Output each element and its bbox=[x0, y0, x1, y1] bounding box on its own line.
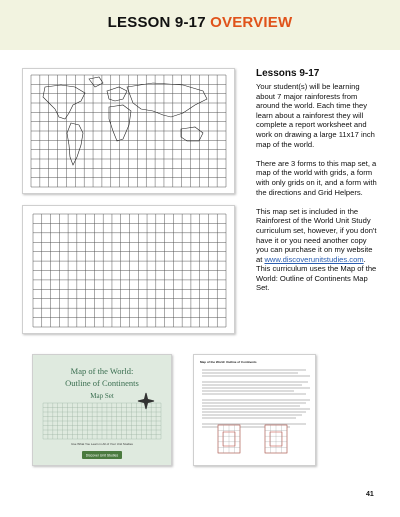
title-lesson: LESSON 9-17 bbox=[107, 14, 206, 31]
cover-title-line1: Map of the World: bbox=[70, 366, 134, 376]
cover-badge-label: Discover Unit Studies bbox=[85, 453, 119, 458]
directions-title: Map of the World: Outline of Continents bbox=[200, 360, 257, 364]
page-number: 41 bbox=[366, 491, 374, 498]
intro-paragraph-2: There are 3 forms to this map set, a map of the world with grids, a form with only grids on it, and a form with the directions and Grid Helpers. bbox=[256, 158, 377, 197]
world-map-grid-image bbox=[23, 69, 234, 193]
website-link[interactable]: www.discoverunitstudies.com bbox=[264, 254, 364, 264]
paragraph-3-text-b: . This curriculum uses the Map of the World: Outline of Continents Map Set. bbox=[256, 254, 377, 293]
cover-page-image bbox=[33, 355, 171, 465]
cover-page-thumbnail bbox=[32, 354, 172, 466]
page-title bbox=[0, 14, 400, 31]
cover-title-line3: Map Set bbox=[90, 392, 114, 400]
directions-page-image bbox=[194, 355, 315, 465]
grid-only-thumbnail bbox=[22, 205, 235, 334]
blank-grid-image bbox=[23, 206, 234, 333]
cover-subtitle: Use What You Learn in All of Your Unit Studies bbox=[71, 442, 133, 446]
paragraph-3-text-a: This map set is included in the Rainforest of the World Unit Study curriculum set, however, if you don't have it or you need another copy you can purchase it on my website at bbox=[256, 206, 377, 264]
section-heading: Lessons 9-17 bbox=[256, 68, 320, 79]
world-map-grid-thumbnail bbox=[22, 68, 235, 194]
intro-paragraph-3 bbox=[256, 207, 380, 293]
grid-helper-right bbox=[265, 425, 287, 453]
title-overview: OVERVIEW bbox=[210, 14, 293, 31]
intro-paragraph-1: Your student(s) will be learning about 7 major rainforests from around the world. Each time they learn about a rainforest they will complete a report worksheet and work on drawing a large 11x17 inch map of the world. bbox=[256, 82, 375, 149]
cover-title-line2: Outline of Continents bbox=[65, 378, 139, 388]
directions-page-thumbnail bbox=[193, 354, 316, 466]
lesson-description bbox=[256, 68, 380, 303]
grid-helper-left bbox=[218, 425, 240, 453]
